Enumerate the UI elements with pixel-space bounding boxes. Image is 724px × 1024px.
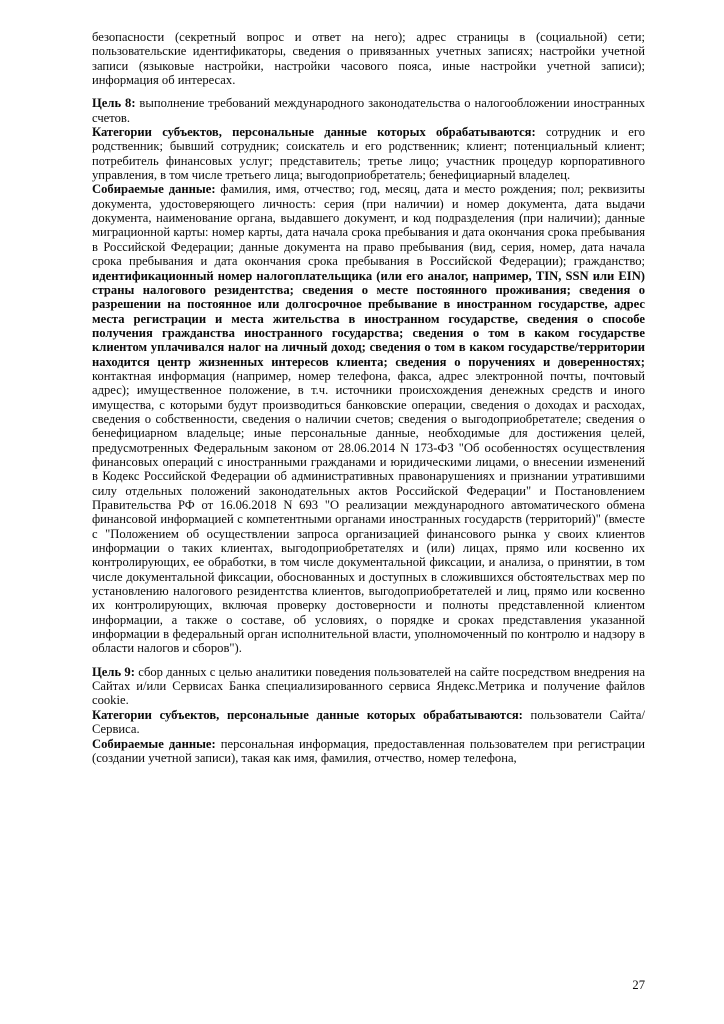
paragraph-run-bold: Цель 9: bbox=[92, 664, 135, 679]
paragraph bbox=[92, 182, 645, 655]
paragraph-run: сотрудник и его родственник; бывший сотрудник; соискатель и его родственник; клиент; потенциальный клиент; потребитель финансовых услуг; представитель; третье лицо; участник процедур корпоративного управления, в том числе третьего лица; выгодоприобретатель; бенефициарный владелец. bbox=[92, 125, 645, 183]
paragraph bbox=[92, 708, 645, 737]
document-text-body bbox=[92, 30, 645, 765]
paragraph bbox=[92, 30, 645, 87]
paragraph-run: сбор данных с целью аналитики поведения пользователей на сайте посредством внедрения на Сайтах и/или Сервисах Банка специализированного сервиса Яндекс.Метрика и получение файлов cookie. bbox=[92, 664, 645, 708]
paragraph-run: безопасности (секретный вопрос и ответ на него); адрес страницы в (социальной) сети; пользовательские идентификаторы, сведения о привязанных учетных записях; настройки учетной записи (языковые настройки, настройки часового пояса, иные настройки учетной записи); информация об интересах. bbox=[92, 30, 645, 88]
paragraph-run: фамилия, имя, отчество; год, месяц, дата и место рождения; пол; реквизиты документа, удостоверяющего личность: серия (при наличии) и номер документа, дата выдачи документа, наименование органа, выдавшего документ, и код подразделения (при наличии); данные миграционной карты: номер карты, дата начала срока пребывания и дата окончания срока пребывания в Российской Федерации; данные документа на право пребывания (вид, серия, номер, дата начала срока пребывания и дата окончания срока пребывания в Российской Федерации); гражданство; bbox=[92, 182, 646, 269]
paragraph bbox=[92, 125, 645, 182]
paragraph-run-bold: Собираемые данные: bbox=[92, 736, 216, 751]
paragraph-run-bold: Категории субъектов, персональные данные которых обрабатываются: bbox=[92, 125, 536, 140]
paragraph-run-bold: Категории субъектов, персональные данные которых обрабатываются: bbox=[92, 707, 523, 722]
paragraph bbox=[92, 665, 645, 708]
paragraph-run-bold: Цель 8: bbox=[92, 96, 136, 111]
page-number: 27 bbox=[632, 977, 645, 992]
paragraph-run: персональная информация, предоставленная пользователем при регистрации (создании учетной записи), такая как имя, фамилия, отчество, номер телефона, bbox=[92, 736, 645, 765]
paragraph-run: выполнение требований международного законодательства о налогообложении иностранных счетов. bbox=[92, 96, 646, 125]
paragraph bbox=[92, 96, 645, 125]
paragraph-run: пользователи Сайта/Сервиса. bbox=[92, 707, 645, 737]
paragraph-run: контактная информация (например, номер телефона, факса, адрес электронной почты, почтовый адрес); имущественное положение, в т.ч. источники происхождения денежных средств и иного имущества, с которыми будут производиться банковские операции, сведения о доходах и расходах, сведения о собственности, сведения о наличии счетов; сведения о выгодоприобретателе; сведения о бенефициарном владельце; иные персональные данные, необходимые для достижения целей, предусмотренных Федеральным законом от 28.06.2014 N 173-ФЗ "Об особенностях осуществления финансовых операций с иностранными гражданами и юридическими лицами, о внесении изменений в Кодекс Российской Федерации об административных правонарушениях и признании утратившими силу отдельных положений законодательных актов Российской Федерации" и Постановлением Правительства РФ от 16.06.2018 N 693 "О реализации международного автоматического обмена финансовой информацией с компетентными органами иностранных государств (территорий)" (вместе с "Положением об осуществлении запроса организацией финансового рынка у своих клиентов информации о таких клиентах, выгодоприобретателях и (или) лицах, прямо или косвенно их контролирующих, ее обработки, в том числе документальной фиксации, и анализа, о принятии, в том числе документальной фиксации, обоснованных и доступных в сложившихся обстоятельствах мер по установлению налогового резидентства клиентов, выгодоприобретателей и лиц, прямо или косвенно их контролирующих, включая проверку достоверности и полноты представленной клиентом информации, а также о составе, об условиях, о порядке и сроках представления указанной информации в федеральный орган исполнительной власти, уполномоченный по контролю и надзору в области налогов и сборов"). bbox=[92, 368, 645, 656]
paragraph-run-bold: Собираемые данные: bbox=[92, 182, 216, 197]
paragraph bbox=[92, 737, 645, 766]
paragraph-run-bold: идентификационный номер налогоплательщика (или его аналог, например, TIN, SSN или EIN) страны налогового резидентства; сведения о месте постоянного проживания; сведения о разрешении на постоянное или долгосрочное пребывание в иностранном государстве, адрес места регистрации и места жительства в иностранном государстве, сведения о способе получения гражданства иностранного государства; сведения о том в каком государстве клиентом уплачивался налог на личный доход; сведения о том в каком государстве/территории находится центр жизненных интересов клиента; сведения о поручениях и доверенностях; bbox=[92, 268, 645, 369]
